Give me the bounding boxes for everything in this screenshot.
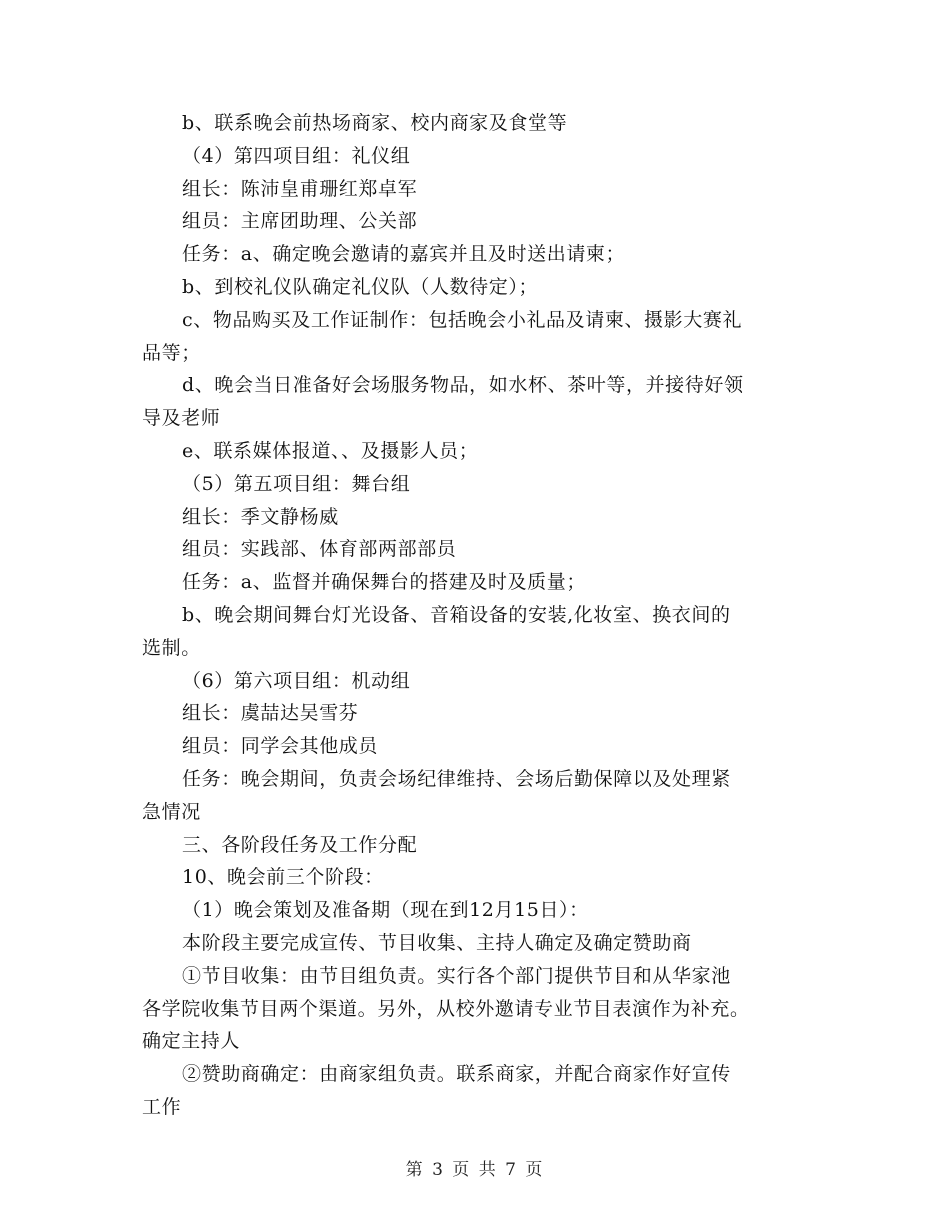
text-line: b、到校礼仪队确定礼仪队（人数待定）； xyxy=(182,275,539,298)
text-line: d、晚会当日准备好会场服务物品，如水杯、茶叶等，并接待好领 xyxy=(182,374,744,397)
text-line: ①节目收集：由节目组负责。实行各个部门提供节目和从华家池 xyxy=(182,964,731,987)
text-line: 选制。 xyxy=(142,636,201,659)
text-line: e、联系媒体报道、、及摄影人员； xyxy=(182,439,479,462)
text-line: 品等； xyxy=(142,341,201,364)
text-line: 三、各阶段任务及工作分配 xyxy=(182,833,418,856)
text-line: 急情况 xyxy=(142,800,201,823)
text-line: 任务：晚会期间，负责会场纪律维持、会场后勤保障以及处理紧 xyxy=(182,767,731,790)
text-line: （4）第四项目组：礼仪组 xyxy=(182,144,411,167)
text-line: c、物品购买及工作证制作：包括晚会小礼品及请柬、摄影大赛礼 xyxy=(182,308,743,331)
text-line: ②赞助商确定：由商家组负责。联系商家，并配合商家作好宣传 xyxy=(182,1063,731,1086)
text-line: （6）第六项目组：机动组 xyxy=(182,669,411,692)
text-line: 任务：a、监督并确保舞台的搭建及时及质量； xyxy=(182,571,586,594)
text-line: 组长：虞喆达吴雪芬 xyxy=(182,702,359,725)
text-line: 导及老师 xyxy=(142,407,221,430)
text-line: 组员：实践部、体育部两部部员 xyxy=(182,538,457,561)
text-line: 组长：季文静杨威 xyxy=(182,505,339,528)
text-line: （1）晚会策划及准备期（现在到12月15日）： xyxy=(182,899,589,922)
text-line: 任务：a、确定晚会邀请的嘉宾并且及时送出请柬； xyxy=(182,243,626,266)
text-line: 工作 xyxy=(142,1095,182,1118)
page-footer: 第 3 页 共 7 页 xyxy=(405,1160,545,1180)
text-line: 各学院收集节目两个渠道。另外，从校外邀请专业节目表演作为补充。 xyxy=(142,997,750,1020)
text-line: （5）第五项目组：舞台组 xyxy=(182,472,411,495)
text-line: b、联系晚会前热场商家、校内商家及食堂等 xyxy=(182,112,568,134)
text-line: 组员：同学会其他成员 xyxy=(182,735,379,758)
text-line: 10、晚会前三个阶段： xyxy=(182,866,384,889)
text-line: 本阶段主要完成宣传、节目收集、主持人确定及确定赞助商 xyxy=(182,931,692,954)
document-body xyxy=(142,107,812,1124)
text-line: 确定主持人 xyxy=(142,1030,241,1053)
text-line: b、晚会期间舞台灯光设备、音箱设备的安装,化妆室、换衣间的 xyxy=(182,603,731,626)
text-line: 组员：主席团助理、公关部 xyxy=(182,210,418,233)
text-line: 组长：陈沛皇甫珊红郑卓军 xyxy=(182,177,418,200)
